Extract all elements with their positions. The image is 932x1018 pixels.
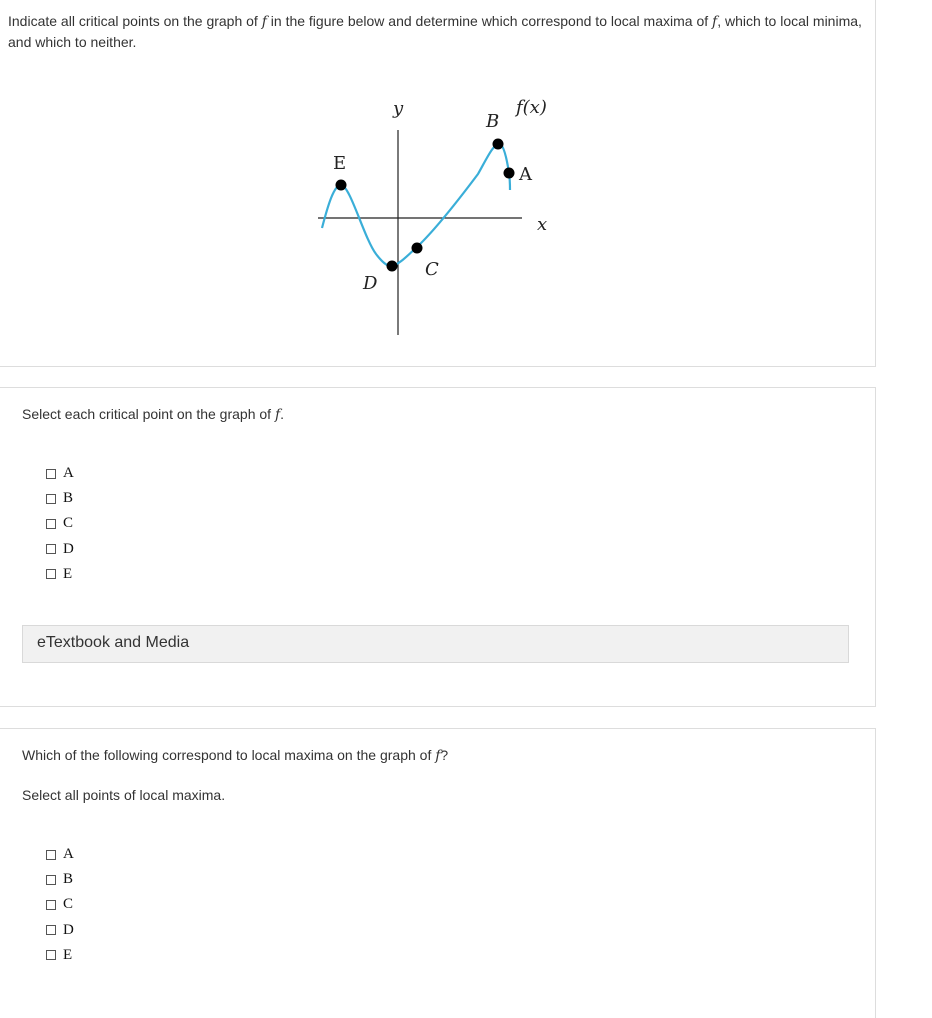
option-label: B (63, 490, 74, 507)
point-e-marker (336, 180, 347, 191)
point-c-marker (412, 243, 423, 254)
part2-prompt-text: Which of the following correspond to local maxima on the graph of (22, 747, 436, 763)
y-axis-label: y (393, 98, 404, 119)
checkbox[interactable] (46, 494, 56, 504)
part1-panel (0, 387, 876, 707)
part2-options (46, 842, 74, 968)
option-label: C (63, 515, 74, 532)
part1-prompt (22, 406, 284, 423)
option-label: D (63, 921, 74, 938)
option-label: E (63, 565, 73, 582)
checkbox[interactable] (46, 519, 56, 529)
option-label: E (63, 946, 73, 963)
part2-option-c[interactable] (46, 892, 74, 917)
part2-prompt-text: ? (440, 747, 449, 763)
checkbox[interactable] (46, 950, 56, 960)
function-label: f(x) (516, 97, 547, 118)
question-text (8, 11, 868, 52)
function-symbol: f (712, 14, 718, 30)
function-symbol: f (261, 14, 267, 30)
part1-prompt-text: . (280, 406, 285, 422)
question-text-part: Indicate all critical points on the graph of (8, 13, 262, 29)
part2-option-a[interactable] (46, 842, 74, 867)
option-label: A (63, 846, 74, 863)
point-e-label: E (333, 153, 347, 174)
question-panel (0, 0, 876, 367)
point-d-label: D (363, 273, 378, 294)
part1-option-c[interactable] (46, 511, 74, 536)
part1-option-d[interactable] (46, 537, 74, 562)
point-a-label: A (519, 164, 532, 185)
point-c-label: C (425, 259, 439, 280)
checkbox[interactable] (46, 900, 56, 910)
checkbox[interactable] (46, 925, 56, 935)
checkbox[interactable] (46, 569, 56, 579)
checkbox[interactable] (46, 875, 56, 885)
point-a-marker (504, 168, 515, 179)
question-text-part: in the figure below and determine which correspond to local maxima of (266, 13, 713, 29)
point-b-marker (493, 139, 504, 150)
part2-instruction: Select all points of local maxima. (22, 787, 226, 803)
function-symbol: f (435, 748, 441, 764)
part2-panel (0, 728, 876, 1018)
part1-prompt-text: Select each critical point on the graph of (22, 406, 275, 422)
option-label: B (63, 871, 74, 888)
checkbox[interactable] (46, 850, 56, 860)
part1-option-b[interactable] (46, 486, 74, 511)
part2-option-d[interactable] (46, 918, 74, 943)
function-graph (300, 80, 590, 340)
part2-prompt (22, 747, 448, 764)
checkbox[interactable] (46, 469, 56, 479)
part2-option-e[interactable] (46, 943, 74, 968)
x-axis-label: x (537, 214, 548, 235)
point-d-marker (387, 261, 398, 272)
part1-option-e[interactable] (46, 562, 74, 587)
etextbook-media-button[interactable]: eTextbook and Media (22, 625, 849, 663)
part2-option-b[interactable] (46, 867, 74, 892)
checkbox[interactable] (46, 544, 56, 554)
part1-options (46, 461, 74, 587)
option-label: C (63, 896, 74, 913)
question-text-part: , which to local minima, and which to neither. (8, 13, 862, 50)
part1-option-a[interactable] (46, 461, 74, 486)
point-b-label: B (486, 111, 500, 132)
option-label: D (63, 540, 74, 557)
option-label: A (63, 465, 74, 482)
function-symbol: f (274, 407, 281, 423)
